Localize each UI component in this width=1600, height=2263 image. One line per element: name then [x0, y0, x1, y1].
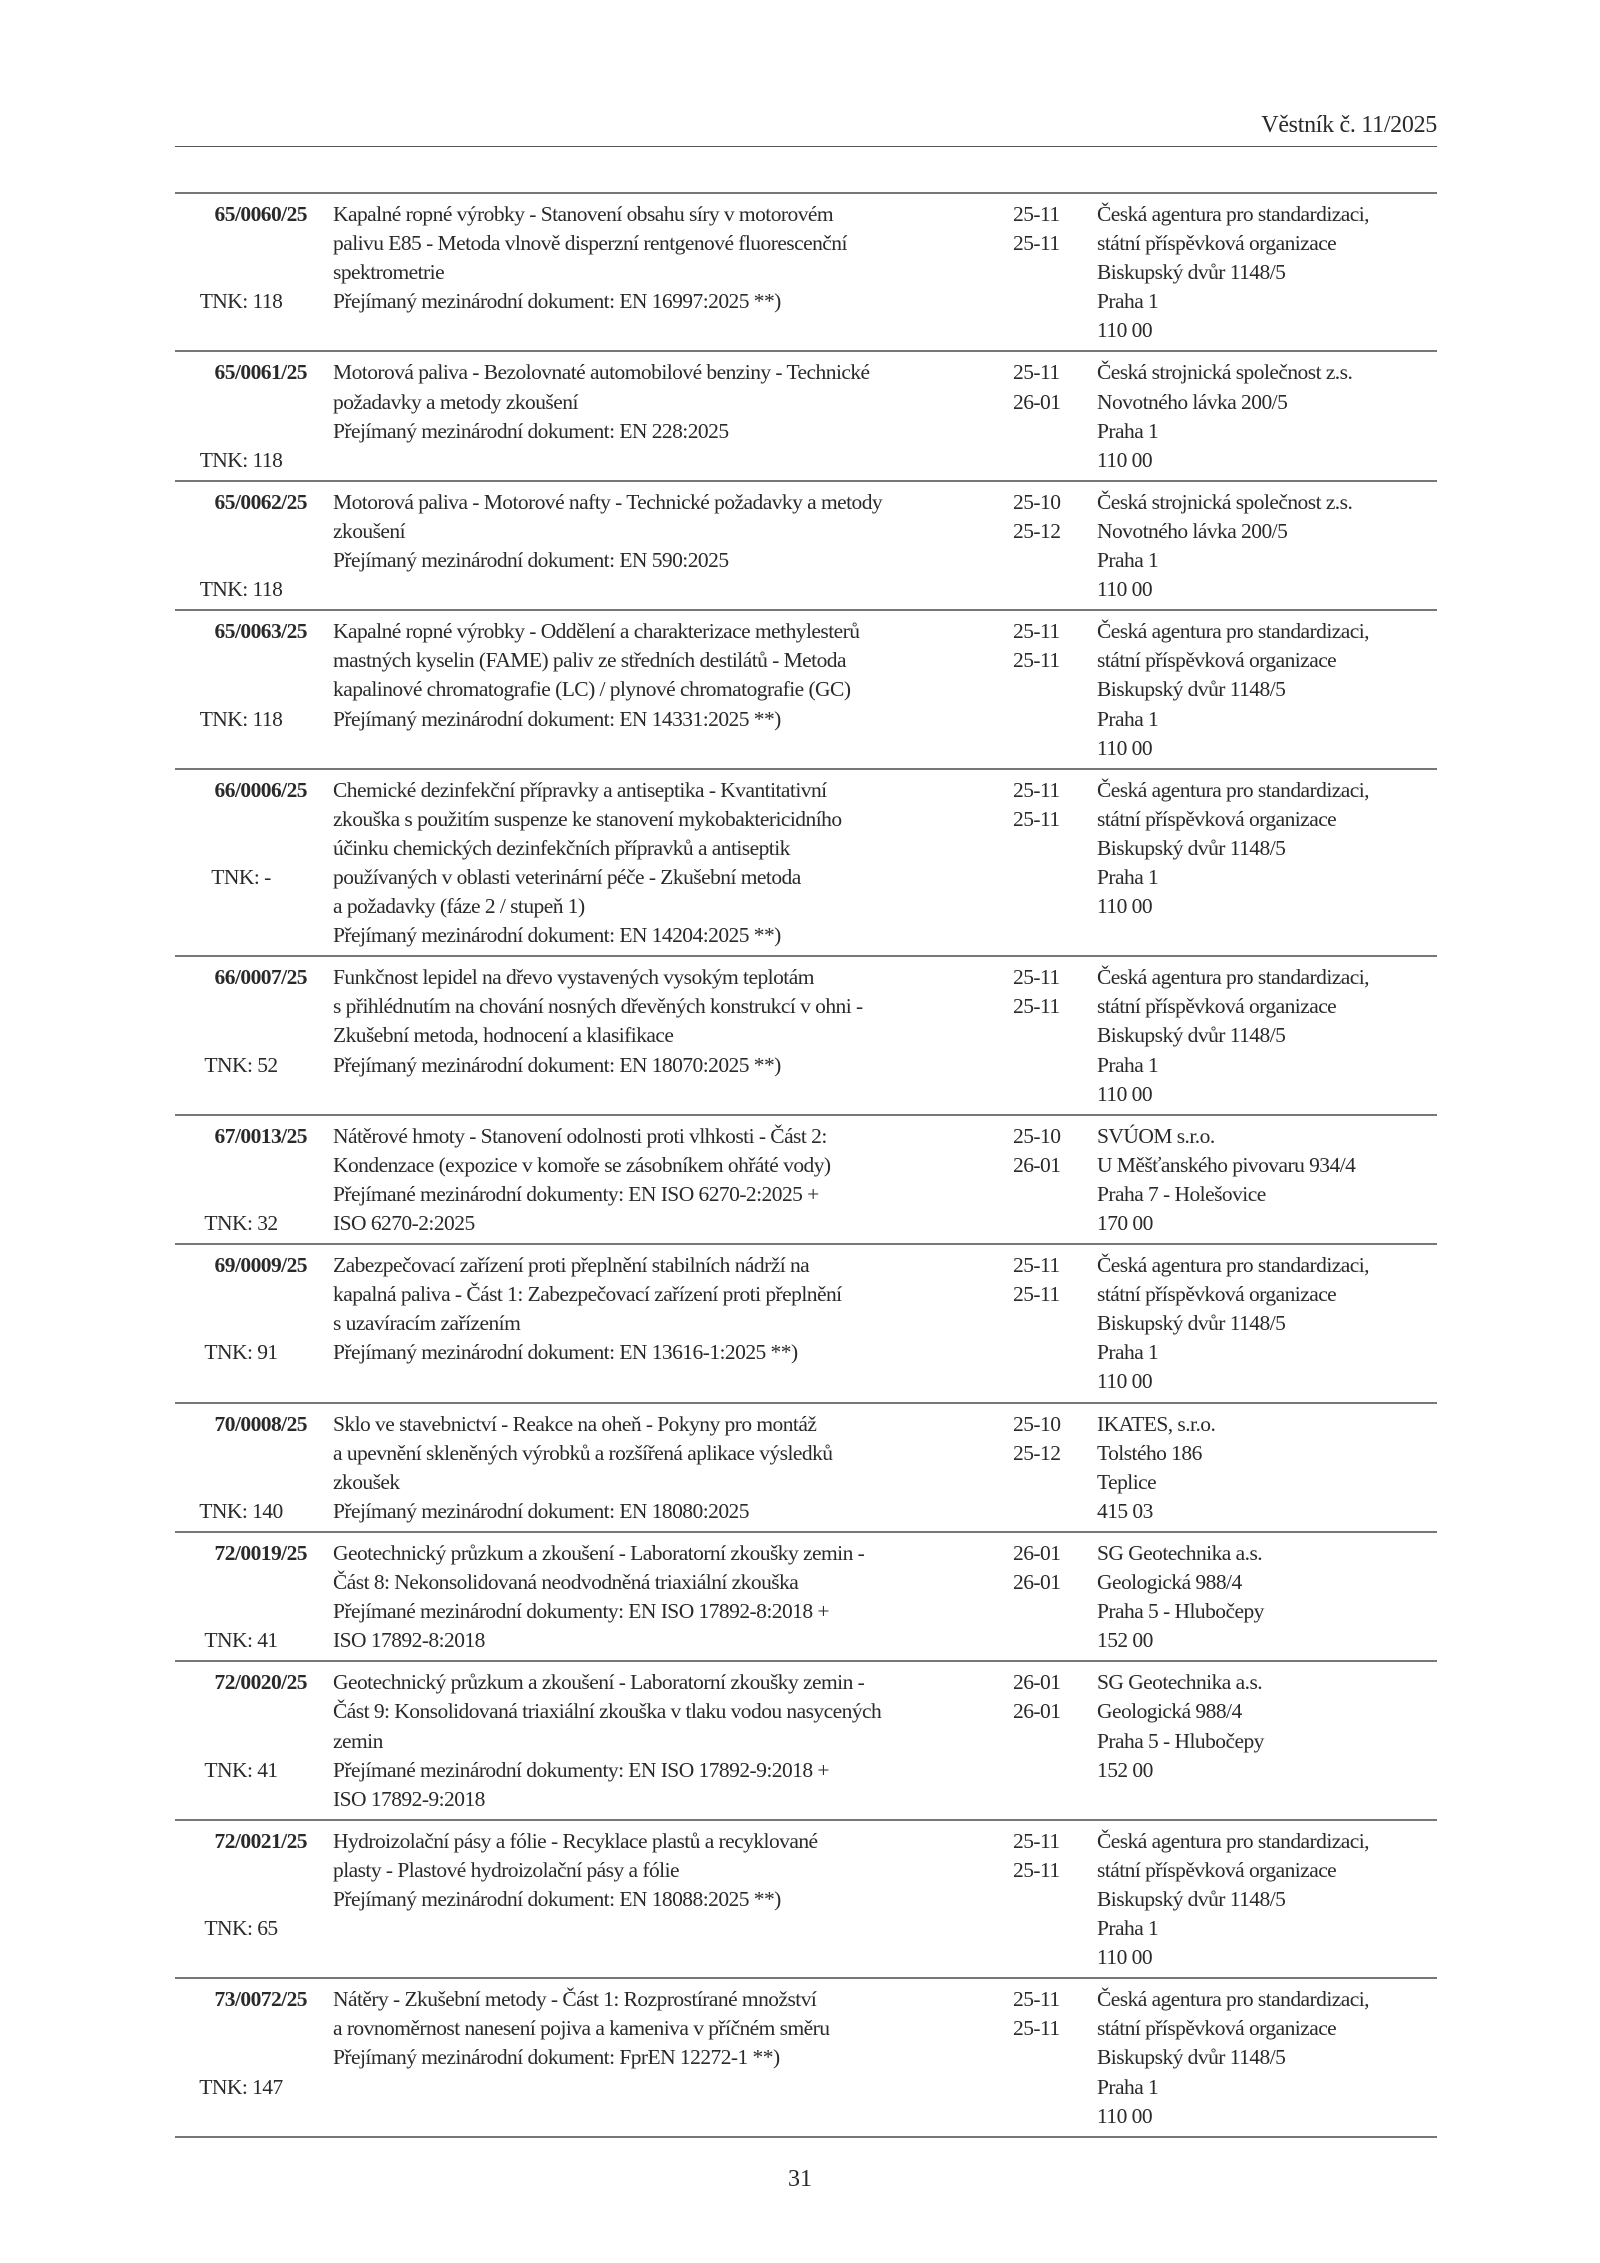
tnk-number: TNK: 41: [204, 1757, 278, 1782]
organization-line: Biskupský dvůr 1148/5: [1097, 1311, 1286, 1336]
description-cell: [333, 1668, 1013, 1813]
tnk-number: TNK: 65: [204, 1916, 278, 1941]
tnk-number: TNK: 118: [199, 289, 283, 314]
id-cell: [175, 617, 307, 762]
description-line: zkoušení: [333, 518, 406, 543]
description-cell: [333, 963, 1013, 1108]
description-line: zkouška s použitím suspenze ke stanovení mykobaktericidního: [333, 806, 842, 831]
table-row: [175, 1243, 1437, 1401]
date: 25-12: [1013, 518, 1061, 543]
description-cell: [333, 617, 1013, 762]
standard-number: 72/0019/25: [214, 1540, 307, 1565]
organization-line: Biskupský dvůr 1148/5: [1097, 1023, 1286, 1048]
organization-cell: [1097, 200, 1437, 345]
organization-cell: [1097, 1410, 1437, 1526]
header-title: Věstník č. 11/2025: [1261, 112, 1437, 138]
organization-cell: [1097, 358, 1437, 474]
organization-line: Praha 1: [1097, 864, 1159, 889]
organization-line: státní příspěvková organizace: [1097, 2016, 1337, 2041]
date: 25-11: [1013, 648, 1060, 673]
standard-number: 72/0021/25: [214, 1828, 307, 1853]
organization-line: Biskupský dvůr 1148/5: [1097, 2045, 1286, 2070]
organization-line: 110 00: [1097, 1945, 1153, 1970]
dates-cell: [1013, 776, 1073, 951]
tnk-number: TNK: 91: [204, 1340, 278, 1365]
description-line: Motorová paliva - Motorové nafty - Technické požadavky a metody: [333, 489, 883, 514]
organization-line: 415 03: [1097, 1498, 1153, 1523]
organization-cell: [1097, 1827, 1437, 1972]
description-line: Kapalné ropné výrobky - Stanovení obsahu síry v motorovém: [333, 202, 834, 226]
dates-cell: [1013, 963, 1073, 1108]
date: 25-11: [1013, 777, 1060, 802]
description-line: Přejímané mezinárodní dokumenty: EN ISO 6270-2:2025 +: [333, 1181, 819, 1206]
description-line: Hydroizolační pásy a fólie - Recyklace plastů a recyklované: [333, 1828, 818, 1853]
organization-line: 152 00: [1097, 1757, 1153, 1782]
description-line: používaných v oblasti veterinární péče - Zkušební metoda: [333, 864, 801, 889]
standard-number: 66/0006/25: [214, 777, 307, 802]
description-line: Přejímaný mezinárodní dokument: EN 13616-1:2025 **): [333, 1340, 798, 1365]
date: 25-11: [1013, 1828, 1060, 1853]
description-line: Sklo ve stavebnictví - Reakce na oheň - Pokyny pro montáž: [333, 1411, 817, 1436]
organization-line: SG Geotechnika a.s.: [1097, 1540, 1263, 1565]
organization-line: 110 00: [1097, 447, 1153, 472]
table-row: [175, 1660, 1437, 1818]
table-row: [175, 1819, 1437, 1977]
page-number: 31: [788, 2166, 812, 2192]
dates-cell: [1013, 488, 1073, 604]
organization-line: Praha 1: [1097, 1052, 1159, 1077]
date: 26-01: [1013, 1670, 1061, 1695]
date: 25-11: [1013, 1987, 1060, 2012]
standard-number: 67/0013/25: [214, 1123, 307, 1148]
tnk-number: TNK: 32: [204, 1211, 278, 1235]
description-cell: [333, 1827, 1013, 1972]
organization-cell: [1097, 617, 1437, 762]
organization-line: Biskupský dvůr 1148/5: [1097, 260, 1286, 285]
description-cell: [333, 488, 1013, 604]
table-row: [175, 609, 1437, 767]
organization-line: Praha 1: [1097, 418, 1159, 443]
date: 25-11: [1013, 1253, 1060, 1278]
description-line: Nátěry - Zkušební metody - Část 1: Rozprostírané množství: [333, 1987, 817, 2012]
dates-cell: [1013, 1985, 1073, 2130]
description-line: a požadavky (fáze 2 / stupeň 1): [333, 894, 585, 919]
organization-line: 110 00: [1097, 577, 1153, 602]
date: 26-01: [1013, 1540, 1061, 1565]
description-cell: [333, 200, 1013, 345]
description-line: ISO 17892-9:2018: [333, 1786, 485, 1811]
standard-number: 66/0007/25: [214, 965, 307, 990]
id-cell: [175, 358, 307, 474]
description-cell: [333, 358, 1013, 474]
organization-line: státní příspěvková organizace: [1097, 648, 1337, 673]
description-line: účinku chemických dezinfekčních přípravků a antiseptik: [333, 835, 790, 860]
organization-line: Česká agentura pro standardizaci,: [1097, 1828, 1369, 1853]
organization-line: státní příspěvková organizace: [1097, 994, 1337, 1019]
description-line: spektrometrie: [333, 260, 445, 285]
description-line: Motorová paliva - Bezolovnaté automobilové benziny - Technické: [333, 360, 870, 385]
dates-cell: [1013, 200, 1073, 345]
organization-line: Praha 1: [1097, 289, 1159, 314]
date: 25-11: [1013, 619, 1060, 644]
organization-line: Praha 5 - Hlubočepy: [1097, 1728, 1264, 1753]
organization-line: Novotného lávka 200/5: [1097, 389, 1288, 414]
description-line: Přejímaný mezinárodní dokument: EN 18070:2025 **): [333, 1052, 781, 1077]
date: 25-12: [1013, 1440, 1061, 1465]
date: 26-01: [1013, 1570, 1061, 1595]
date: 25-10: [1013, 1411, 1061, 1436]
table-row: [175, 1402, 1437, 1531]
organization-line: státní příspěvková organizace: [1097, 231, 1337, 256]
standard-number: 69/0009/25: [214, 1253, 307, 1278]
description-line: Přejímaný mezinárodní dokument: EN 14331:2025 **): [333, 706, 781, 731]
dates-cell: [1013, 1668, 1073, 1813]
description-line: mastných kyselin (FAME) paliv ze středních destilátů - Metoda: [333, 648, 846, 673]
description-line: ISO 6270-2:2025: [333, 1211, 475, 1235]
dates-cell: [1013, 617, 1073, 762]
id-cell: [175, 963, 307, 1108]
organization-cell: [1097, 776, 1437, 951]
description-cell: [333, 1410, 1013, 1526]
organization-line: Biskupský dvůr 1148/5: [1097, 1886, 1286, 1911]
tnk-number: TNK: 118: [199, 447, 283, 472]
id-cell: [175, 488, 307, 604]
description-line: Geotechnický průzkum a zkoušení - Laboratorní zkoušky zemin -: [333, 1670, 865, 1695]
description-line: Část 8: Nekonsolidovaná neodvodněná triaxiální zkouška: [333, 1570, 799, 1595]
organization-line: Česká agentura pro standardizaci,: [1097, 777, 1369, 802]
organization-line: Česká strojnická společnost z.s.: [1097, 489, 1353, 514]
description-line: Přejímaný mezinárodní dokument: FprEN 12272-1 **): [333, 2045, 780, 2070]
description-cell: [333, 776, 1013, 951]
description-line: a rovnoměrnost nanesení pojiva a kameniva v příčném směru: [333, 2016, 830, 2041]
organization-line: Tolstého 186: [1097, 1440, 1202, 1465]
table-row: [175, 1977, 1437, 2137]
description-line: Nátěrové hmoty - Stanovení odolnosti proti vlhkosti - Část 2:: [333, 1123, 827, 1148]
organization-cell: [1097, 963, 1437, 1108]
organization-line: Geologická 988/4: [1097, 1570, 1242, 1595]
organization-line: Česká agentura pro standardizaci,: [1097, 202, 1369, 226]
standard-number: 65/0060/25: [214, 202, 307, 226]
description-line: palivu E85 - Metoda vlnově disperzní rentgenové fluorescenční: [333, 231, 847, 256]
dates-cell: [1013, 1251, 1073, 1396]
organization-cell: [1097, 1251, 1437, 1396]
description-line: Přejímané mezinárodní dokumenty: EN ISO 17892-8:2018 +: [333, 1599, 829, 1624]
description-cell: [333, 1251, 1013, 1396]
organization-line: Novotného lávka 200/5: [1097, 518, 1288, 543]
tnk-number: TNK: 118: [199, 577, 283, 602]
description-line: a upevnění skleněných výrobků a rozšířená aplikace výsledků: [333, 1440, 833, 1465]
description-line: Přejímaný mezinárodní dokument: EN 18080:2025: [333, 1498, 749, 1523]
organization-cell: [1097, 1668, 1437, 1813]
organization-line: Praha 1: [1097, 1340, 1159, 1365]
description-line: plasty - Plastové hydroizolační pásy a fólie: [333, 1857, 679, 1882]
header-rule: [175, 146, 1437, 147]
standard-number: 65/0061/25: [214, 360, 307, 385]
organization-line: 170 00: [1097, 1211, 1153, 1235]
table-row: [175, 480, 1437, 609]
date: 25-11: [1013, 360, 1060, 385]
id-cell: [175, 1668, 307, 1813]
organization-line: 110 00: [1097, 2103, 1153, 2128]
organization-line: 110 00: [1097, 894, 1153, 919]
description-line: Přejímaný mezinárodní dokument: EN 18088:2025 **): [333, 1886, 781, 1911]
standard-number: 70/0008/25: [214, 1411, 307, 1436]
organization-line: 110 00: [1097, 318, 1153, 343]
description-line: kapalinové chromatografie (LC) / plynové chromatografie (GC): [333, 677, 851, 702]
organization-line: Praha 1: [1097, 2074, 1159, 2099]
tnk-number: TNK: 140: [199, 1498, 283, 1523]
id-cell: [175, 1985, 307, 2130]
tnk-number: TNK: 118: [199, 706, 283, 731]
description-line: Kondenzace (expozice v komoře se zásobníkem ohřáté vody): [333, 1152, 831, 1177]
description-line: Přejímaný mezinárodní dokument: EN 228:2025: [333, 418, 729, 443]
organization-line: 110 00: [1097, 1081, 1153, 1106]
date: 25-11: [1013, 2016, 1060, 2041]
organization-line: Praha 5 - Hlubočepy: [1097, 1599, 1264, 1624]
standard-number: 65/0062/25: [214, 489, 307, 514]
description-cell: [333, 1122, 1013, 1238]
organization-line: 110 00: [1097, 735, 1153, 760]
table-row: [175, 192, 1437, 350]
description-line: Chemické dezinfekční přípravky a antiseptika - Kvantitativní: [333, 777, 827, 802]
date: 25-11: [1013, 231, 1060, 256]
date: 26-01: [1013, 389, 1061, 414]
description-cell: [333, 1985, 1013, 2130]
standard-number: 72/0020/25: [214, 1670, 307, 1695]
description-line: s přihlédnutím na chování nosných dřevěných konstrukcí v ohni -: [333, 994, 863, 1019]
date: 25-11: [1013, 806, 1060, 831]
organization-line: státní příspěvková organizace: [1097, 806, 1337, 831]
tnk-number: TNK: 52: [204, 1052, 278, 1077]
date: 25-11: [1013, 994, 1060, 1019]
organization-line: Česká agentura pro standardizaci,: [1097, 1987, 1369, 2012]
organization-line: SVÚOM s.r.o.: [1097, 1123, 1215, 1148]
organization-line: Česká agentura pro standardizaci,: [1097, 965, 1369, 990]
description-line: Zkušební metoda, hodnocení a klasifikace: [333, 1023, 674, 1048]
standards-table: [175, 192, 1437, 2138]
organization-cell: [1097, 1985, 1437, 2130]
dates-cell: [1013, 1539, 1073, 1655]
organization-line: státní příspěvková organizace: [1097, 1282, 1337, 1307]
organization-line: Biskupský dvůr 1148/5: [1097, 677, 1286, 702]
date: 25-11: [1013, 202, 1060, 226]
description-line: Přejímaný mezinárodní dokument: EN 590:2025: [333, 548, 729, 573]
id-cell: [175, 1827, 307, 1972]
date: 25-11: [1013, 1857, 1060, 1882]
table-row: [175, 955, 1437, 1113]
organization-line: U Měšťanského pivovaru 934/4: [1097, 1152, 1356, 1177]
description-line: Zabezpečovací zařízení proti přeplnění stabilních nádrží na: [333, 1253, 810, 1278]
tnk-number: TNK: -: [211, 864, 271, 889]
organization-line: Biskupský dvůr 1148/5: [1097, 835, 1286, 860]
description-line: Funkčnost lepidel na dřevo vystavených vysokým teplotám: [333, 965, 814, 990]
date: 25-10: [1013, 489, 1061, 514]
tnk-number: TNK: 41: [204, 1628, 278, 1653]
dates-cell: [1013, 1122, 1073, 1238]
organization-line: Česká agentura pro standardizaci,: [1097, 619, 1369, 644]
description-line: Kapalné ropné výrobky - Oddělení a charakterizace methylesterů: [333, 619, 860, 644]
organization-line: Teplice: [1097, 1469, 1157, 1494]
id-cell: [175, 776, 307, 951]
id-cell: [175, 1539, 307, 1655]
table-row: [175, 350, 1437, 479]
organization-line: Praha 1: [1097, 706, 1159, 731]
date: 25-10: [1013, 1123, 1061, 1148]
id-cell: [175, 1410, 307, 1526]
standard-number: 73/0072/25: [214, 1987, 307, 2012]
id-cell: [175, 1251, 307, 1396]
description-line: zkoušek: [333, 1469, 400, 1494]
description-line: kapalná paliva - Část 1: Zabezpečovací zařízení proti přeplnění: [333, 1282, 842, 1307]
date: 26-01: [1013, 1699, 1061, 1724]
organization-line: Česká strojnická společnost z.s.: [1097, 360, 1353, 385]
organization-line: 110 00: [1097, 1369, 1153, 1394]
organization-line: Praha 7 - Holešovice: [1097, 1181, 1266, 1206]
table-row: [175, 1531, 1437, 1660]
organization-line: Praha 1: [1097, 1916, 1159, 1941]
dates-cell: [1013, 1410, 1073, 1526]
date: 26-01: [1013, 1152, 1061, 1177]
id-cell: [175, 1122, 307, 1238]
organization-line: Praha 1: [1097, 548, 1159, 573]
organization-cell: [1097, 1539, 1437, 1655]
organization-cell: [1097, 488, 1437, 604]
organization-line: státní příspěvková organizace: [1097, 1857, 1337, 1882]
description-line: Přejímaný mezinárodní dokument: EN 14204:2025 **): [333, 923, 781, 948]
dates-cell: [1013, 1827, 1073, 1972]
date: 25-11: [1013, 965, 1060, 990]
description-line: Přejímaný mezinárodní dokument: EN 16997:2025 **): [333, 289, 781, 314]
table-row: [175, 768, 1437, 956]
dates-cell: [1013, 358, 1073, 474]
description-line: s uzavíracím zařízením: [333, 1311, 521, 1336]
description-line: Přejímané mezinárodní dokumenty: EN ISO 17892-9:2018 +: [333, 1757, 829, 1782]
organization-line: SG Geotechnika a.s.: [1097, 1670, 1263, 1695]
description-line: Část 9: Konsolidovaná triaxiální zkouška v tlaku vodou nasycených: [333, 1699, 882, 1724]
tnk-number: TNK: 147: [199, 2074, 283, 2099]
organization-line: Česká agentura pro standardizaci,: [1097, 1253, 1369, 1278]
description-line: zemin: [333, 1728, 383, 1753]
standard-number: 65/0063/25: [214, 619, 307, 644]
organization-cell: [1097, 1122, 1437, 1238]
description-line: ISO 17892-8:2018: [333, 1628, 485, 1653]
organization-line: Geologická 988/4: [1097, 1699, 1242, 1724]
table-row: [175, 1114, 1437, 1243]
description-line: Geotechnický průzkum a zkoušení - Laboratorní zkoušky zemin -: [333, 1540, 865, 1565]
id-cell: [175, 200, 307, 345]
description-line: požadavky a metody zkoušení: [333, 389, 578, 414]
description-cell: [333, 1539, 1013, 1655]
date: 25-11: [1013, 1282, 1060, 1307]
organization-line: 152 00: [1097, 1628, 1153, 1653]
organization-line: IKATES, s.r.o.: [1097, 1411, 1216, 1436]
